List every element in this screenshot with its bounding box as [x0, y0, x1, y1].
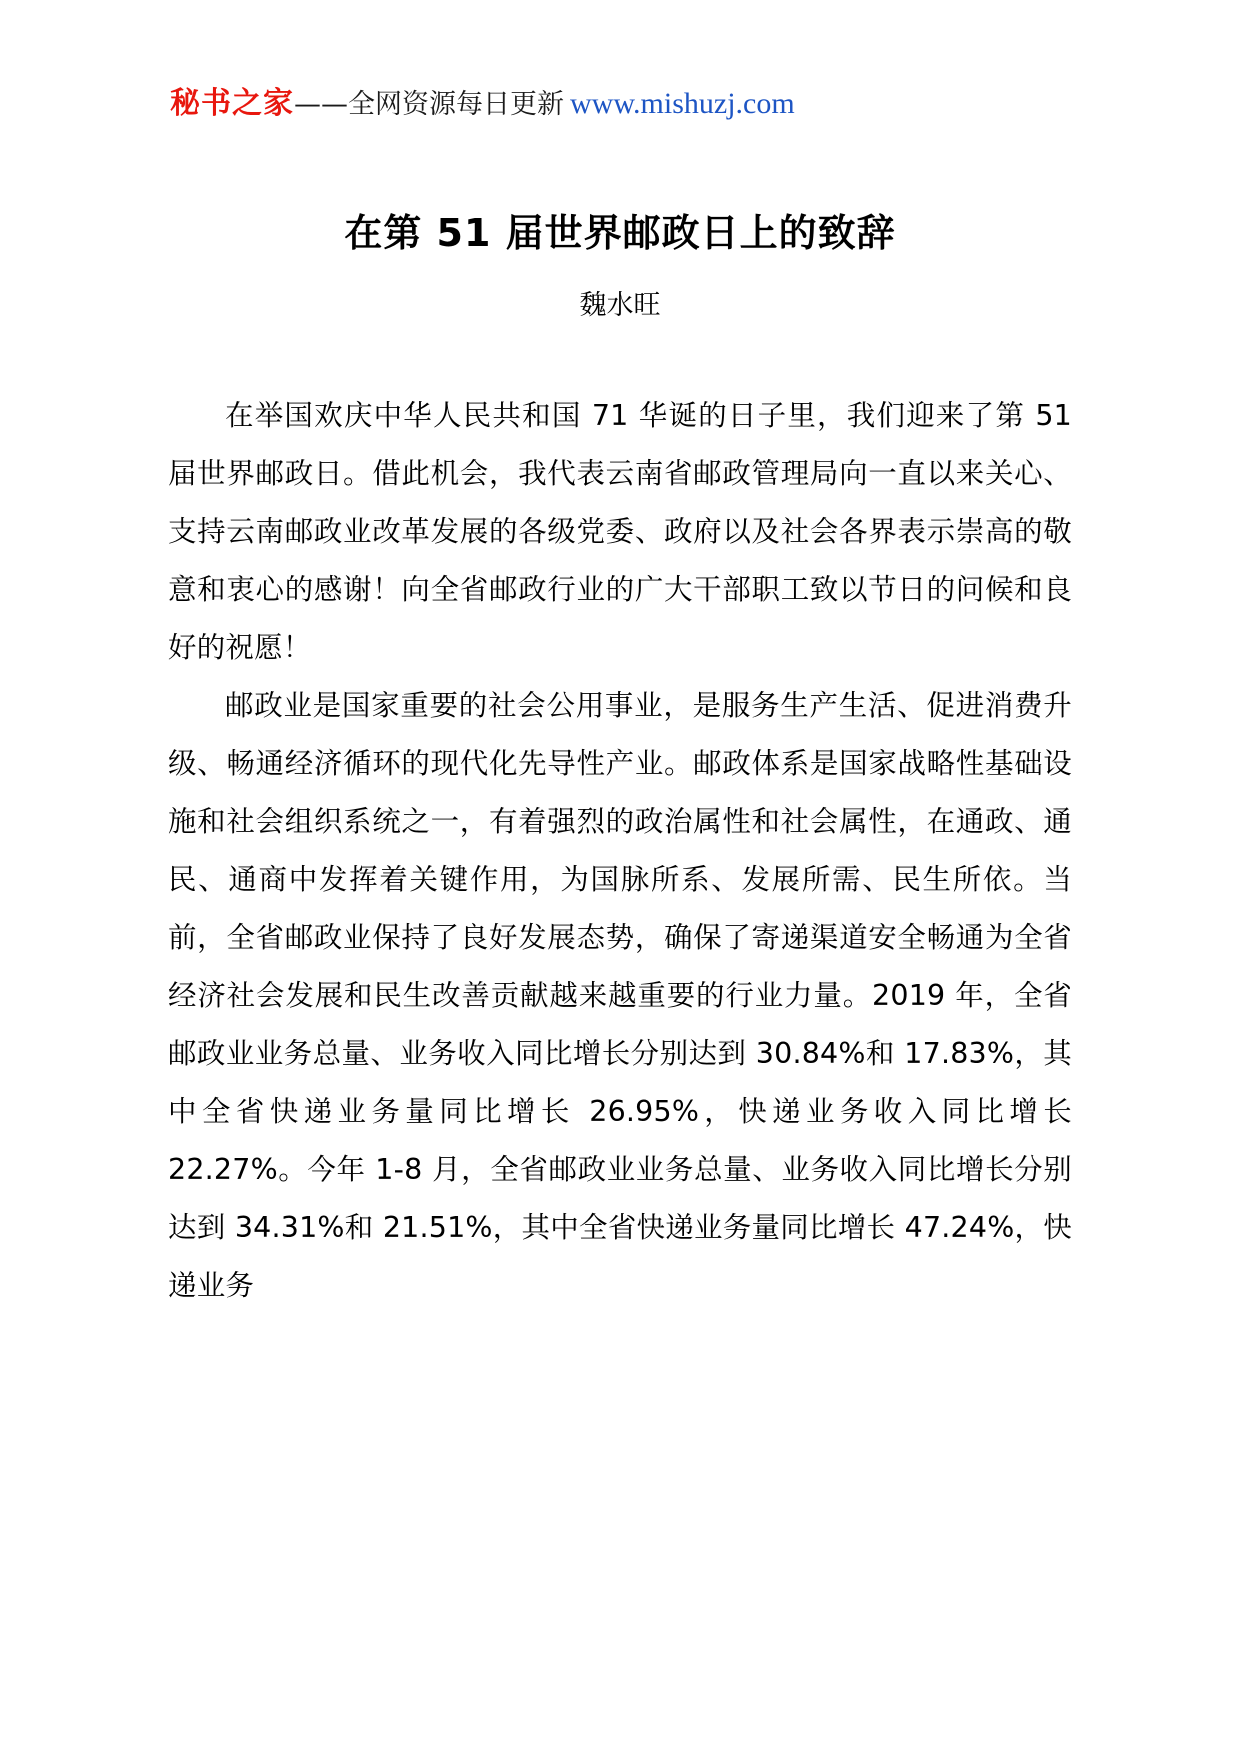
page-title: 在第 51 届世界邮政日上的致辞	[344, 211, 896, 255]
watermark-site-url[interactable]: www.mishuzj.com	[570, 87, 795, 120]
site-watermark	[170, 86, 1072, 122]
paragraph: 邮政业是国家重要的社会公用事业，是服务生产生活、促进消费升级、畅通经济循环的现代化先导性产业。邮政体系是国家战略性基础设施和社会组织系统之一，有着强烈的政治属性和社会属性，在通政、通民、通商中发挥着关键作用，为国脉所系、发展所需、民生所依。当前，全省邮政业保持了良好发展态势，确保了寄递渠道安全畅通为全省经济社会发展和民生改善贡献越来越重要的行业力量。2019 年，全省邮政业业务总量、业务收入同比增长分别达到 30.84%和 17.83%，其中全省快递业务量同比增长 26.95%，快递业务收入同比增长 22.27%。今年 1-8 月，全省邮政业业务总量、业务收入同比增长分别达到 34.31%和 21.51%，其中全省快递业务量同比增长 47.24%，快递业务	[168, 689, 1072, 1303]
watermark-dash: ——	[294, 89, 348, 120]
watermark-tagline: 全网资源每日更新	[348, 89, 564, 120]
document-author: 魏水旺	[579, 290, 661, 322]
paragraph: 在举国欢庆中华人民共和国 71 华诞的日子里，我们迎来了第 51 届世界邮政日。借此机会，我代表云南省邮政管理局向一直以来关心、支持云南邮政业改革发展的各级党委、政府以及社会各界表示崇高的敬意和衷心的感谢！向全省邮政行业的广大干部职工致以节日的问候和良好的祝愿！	[168, 399, 1072, 665]
document-body	[168, 387, 1072, 1315]
watermark-brand: 秘书之家	[170, 86, 294, 121]
